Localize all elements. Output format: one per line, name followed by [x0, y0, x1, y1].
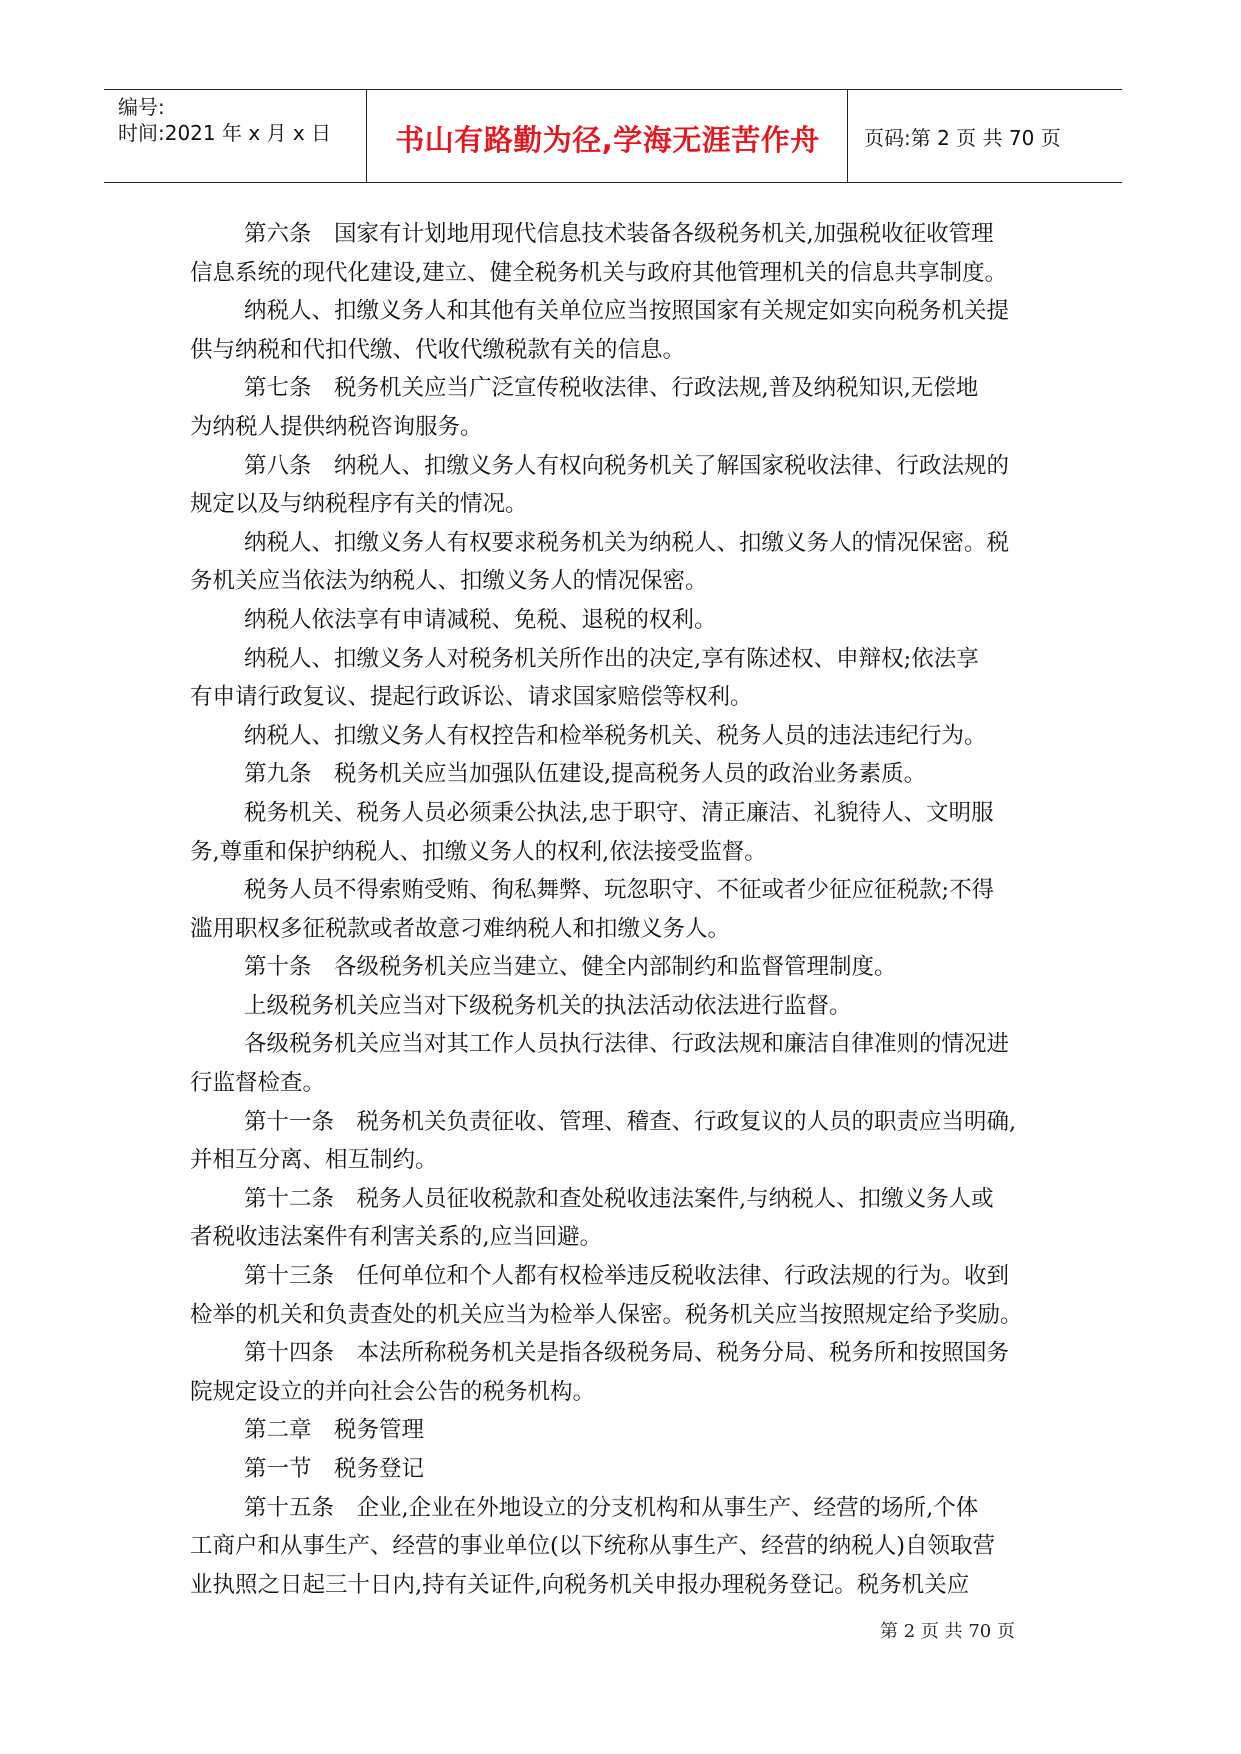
- text-line: 并相互分离、相互制约。: [190, 1147, 438, 1174]
- text-line: 第二章 税务管理: [244, 1417, 425, 1444]
- text-line: 信息系统的现代化建设,建立、健全税务机关与政府其他管理机关的信息共享制度。: [190, 259, 1008, 286]
- text-line: 第八条 纳税人、扣缴义务人有权向税务机关了解国家税收法律、行政法规的: [244, 452, 1010, 479]
- header-meta: [118, 94, 331, 146]
- text-line: 第七条 税务机关应当广泛宣传税收法律、行政法规,普及纳税知识,无偿地: [244, 375, 979, 402]
- header-page-number: 页码:第 2 页 共 70 页: [864, 126, 1061, 150]
- text-line: 第十条 各级税务机关应当建立、健全内部制约和监督管理制度。: [244, 954, 897, 981]
- text-line: 第一节 税务登记: [244, 1456, 425, 1482]
- text-line: 上级税务机关应当对下级税务机关的执法活动依法进行监督。: [244, 992, 852, 1019]
- text-line: 第十五条 企业,企业在外地设立的分支机构和从事生产、经营的场所,个体: [244, 1494, 979, 1521]
- text-line: 税务人员不得索贿受贿、徇私舞弊、玩忽职守、不征或者少征应征税款;不得: [244, 877, 995, 904]
- text-line: 纳税人、扣缴义务人有权控告和检举税务机关、税务人员的违法违纪行为。: [244, 722, 987, 749]
- text-line: 第十四条 本法所称税务机关是指各级税务局、税务分局、税务所和按照国务: [244, 1340, 1010, 1367]
- text-line: 务机关应当依法为纳税人、扣缴义务人的情况保密。: [190, 568, 708, 595]
- text-line: 第十二条 税务人员征收税款和查处税收违法案件,与纳税人、扣缴义务人或: [244, 1185, 994, 1212]
- text-line: 院规定设立的并向社会公告的税务机构。: [190, 1378, 596, 1405]
- text-line: 纳税人、扣缴义务人有权要求税务机关为纳税人、扣缴义务人的情况保密。税: [244, 529, 1010, 556]
- header-motto: 书山有路勤为径,学海无涯苦作舟: [395, 123, 820, 157]
- text-line: 税务机关、税务人员必须秉公执法,忠于职守、清正廉洁、礼貌待人、文明服: [244, 799, 994, 826]
- text-line: 各级税务机关应当对其工作人员执行法律、行政法规和廉洁自律准则的情况进: [244, 1031, 1010, 1058]
- text-line: 第九条 税务机关应当加强队伍建设,提高税务人员的政治业务素质。: [244, 761, 927, 788]
- page-footer: 第 2 页 共 70 页: [880, 1621, 1015, 1642]
- text-line: 供与纳税和代扣代缴、代收代缴税款有关的信息。: [190, 336, 686, 363]
- page-header: [104, 89, 1122, 183]
- document-number-label: 编号:: [118, 95, 165, 119]
- text-line: 者税收违法案件有利害关系的,应当回避。: [190, 1224, 603, 1251]
- text-line: 行监督检查。: [190, 1070, 326, 1097]
- header-divider-left: [366, 90, 367, 182]
- document-time-label: 时间:2021 年 x 月 x 日: [118, 121, 332, 145]
- text-line: 业执照之日起三十日内,持有关证件,向税务机关申报办理税务登记。税务机关应: [190, 1571, 970, 1598]
- text-line: 纳税人、扣缴义务人对税务机关所作出的决定,享有陈述权、申辩权;依法享: [244, 645, 979, 672]
- document-body: [190, 215, 1090, 1604]
- text-line: 滥用职权多征税款或者故意刁难纳税人和扣缴义务人。: [190, 915, 731, 942]
- text-line: 第十三条 任何单位和个人都有权检举违反税收法律、行政法规的行为。收到: [244, 1263, 1010, 1290]
- text-line: 工商户和从事生产、经营的事业单位(以下统称从事生产、经营的纳税人)自领取营: [190, 1533, 996, 1560]
- text-line: 纳税人依法享有申请减税、免税、退税的权利。: [244, 606, 717, 633]
- text-line: 第十一条 税务机关负责征收、管理、稽查、行政复议的人员的职责应当明确,: [244, 1108, 1017, 1135]
- header-divider-right: [847, 90, 848, 182]
- text-line: 有申请行政复议、提起行政诉讼、请求国家赔偿等权利。: [190, 684, 753, 711]
- text-line: 第六条 国家有计划地用现代信息技术装备各级税务机关,加强税收征收管理: [244, 221, 994, 247]
- text-line: 务,尊重和保护纳税人、扣缴义务人的权利,依法接受监督。: [190, 838, 767, 865]
- text-line: 纳税人、扣缴义务人和其他有关单位应当按照国家有关规定如实向税务机关提: [244, 298, 1010, 325]
- text-line: 规定以及与纳税程序有关的情况。: [190, 491, 528, 518]
- text-line: 检举的机关和负责查处的机关应当为检举人保密。税务机关应当按照规定给予奖励。: [190, 1301, 1023, 1328]
- text-line: 为纳税人提供纳税咨询服务。: [190, 413, 483, 440]
